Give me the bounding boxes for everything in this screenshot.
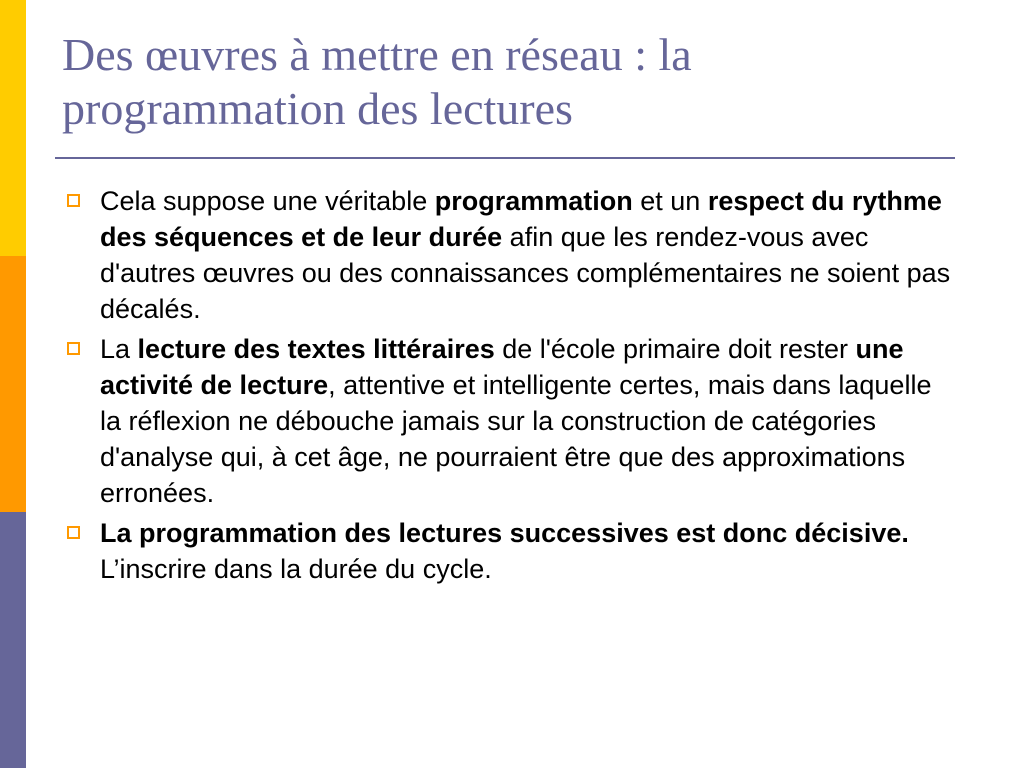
side-bar-orange — [0, 256, 26, 512]
text-segment-bold: respect du rythme des séquences et de leur durée — [100, 186, 942, 252]
text-segment: L’inscrire dans la durée du cycle. — [100, 554, 492, 584]
square-bullet-icon — [67, 526, 80, 539]
title-divider — [55, 157, 955, 159]
text-segment: , attentive et intelligente certes, mais dans laquelle la réflexion ne débouche jamais sur la construction de catégories d'analyse qui, à cet âge, ne pourraient être que des approximations erronées. — [100, 370, 932, 508]
slide-title: Des œuvres à mettre en réseau : la programmation des lectures — [62, 29, 692, 134]
text-segment: et un — [632, 186, 708, 216]
side-bar-yellow — [0, 0, 26, 256]
side-bar-purple — [0, 512, 26, 768]
bullet-text — [100, 186, 950, 324]
bullet-item — [62, 183, 957, 327]
text-segment: La — [100, 334, 138, 364]
bullet-text — [100, 334, 931, 508]
text-segment: de l'école primaire doit rester — [494, 334, 856, 364]
bullet-item — [62, 331, 957, 511]
text-segment-bold: La programmation des lectures successives est donc décisive. — [100, 518, 909, 548]
text-segment-bold: une activité de lecture — [100, 334, 904, 400]
square-bullet-icon — [67, 194, 80, 207]
text-segment: Cela suppose une véritable — [100, 186, 435, 216]
text-segment-bold: programmation — [434, 186, 633, 216]
text-segment-bold: lecture des textes littéraires — [137, 334, 495, 364]
text-segment: afin que les rendez-vous avec d'autres œuvres ou des connaissances complémentaires ne soient pas décalés. — [100, 222, 951, 324]
bullet-list — [62, 183, 957, 591]
bullet-text — [100, 518, 909, 584]
bullet-item — [62, 515, 957, 587]
square-bullet-icon — [67, 342, 80, 355]
